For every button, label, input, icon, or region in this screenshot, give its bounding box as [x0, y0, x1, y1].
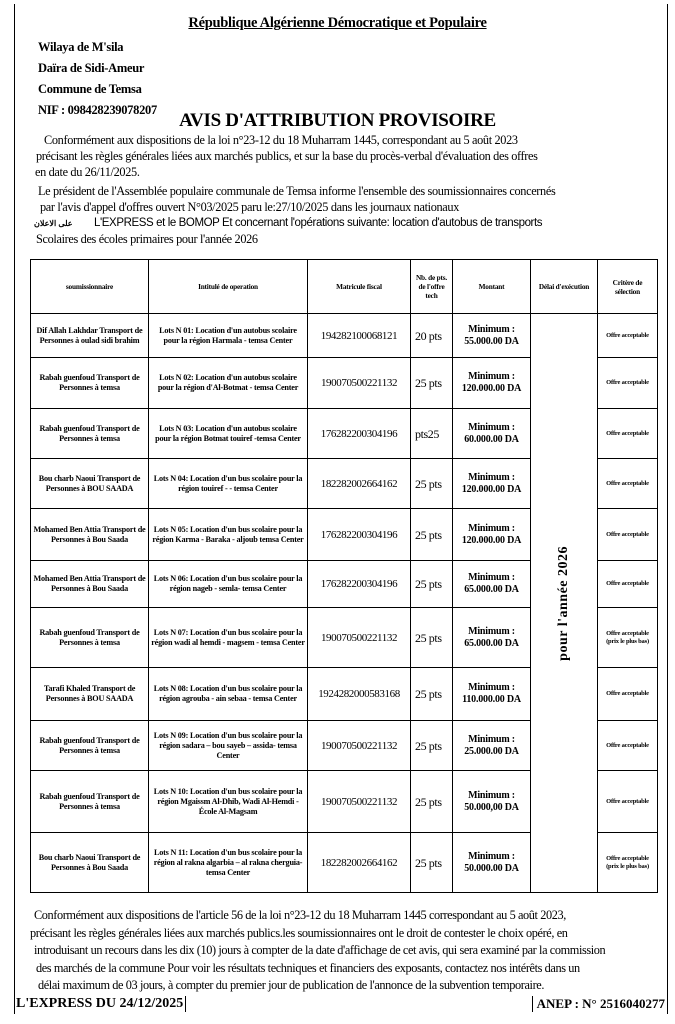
cell-pts: 25 pts: [411, 358, 453, 409]
cell-crit: Offre acceptable (prix le plus bas): [598, 833, 658, 893]
column-header: Délai d'exécution: [531, 260, 598, 314]
footer-text: [30, 907, 606, 995]
cell-op: Lots N 06: Location d'un bus scolaire pour la région nageb - semla- temsa Center: [149, 561, 308, 608]
cell-crit: Offre acceptable: [598, 314, 658, 358]
cell-op: Lots N 03: Location d'un autobus scolaire pour la région Botmat touiref -temsa Center: [149, 409, 308, 459]
cell-soum: Tarafi Khaled Transport de Personnes à BOU SAADA: [31, 668, 149, 721]
footer-line: Conformément aux dispositions de l'article 56 de la loi n°23-12 du 18 Muharram 1445 correspondant au 5 août 2023,: [34, 908, 566, 922]
cell-crit: Offre acceptable: [598, 771, 658, 833]
cell-op: Lots N 02: Location d'un autobus scolaire pour la région d'Al-Botmat - temsa Center: [149, 358, 308, 409]
issuer-block: [38, 37, 157, 121]
footer-line: délai maximum de 03 jours, à compter du premier jour de publication de l'annonce de la subvention temporaire.: [38, 978, 545, 992]
cell-op: Lots N 01: Location d'un autobus scolaire pour la région Harmala - temsa Center: [149, 314, 308, 358]
newspaper-date: L'EXPRESS DU 24/12/2025: [16, 996, 186, 1012]
cell-soum: Rabah guenfoud Transport de Personnes à temsa: [31, 771, 149, 833]
cell-op: Lots N 11: Location d'un bus scolaire pour la région al rakna algarbia – al rakna cherguia- temsa Center: [149, 833, 308, 893]
cell-mat: 190070500221132: [308, 721, 411, 771]
cell-mnt: Minimum : 60.000.00 DA: [453, 409, 531, 459]
cell-mnt: Minimum : 25.000.00 DA: [453, 721, 531, 771]
cell-soum: Mohamed Ben Attia Transport de Personnes à Bou Saada: [31, 509, 149, 561]
cell-mnt: Minimum : 120.000.00 DA: [453, 459, 531, 509]
cell-soum: Rabah guenfoud Transport de Personnes à temsa: [31, 721, 149, 771]
column-header: Intitulé de operation: [149, 260, 308, 314]
intro-line: Conformément aux dispositions de la loi n°23-12 du 18 Muharram 1445, correspondant au 5 août 2023: [44, 133, 518, 147]
intro-line: Le président de l'Assemblée populaire communale de Temsa informe l'ensemble des soumissionnaires concernés: [38, 184, 556, 198]
cell-pts: 25 pts: [411, 833, 453, 893]
cell-mat: 190070500221132: [308, 358, 411, 409]
cell-delai: [531, 314, 598, 893]
cell-mat: 194282100068121: [308, 314, 411, 358]
cell-pts: 25 pts: [411, 771, 453, 833]
cell-soum: Mohamed Ben Attia Transport de Personnes à Bou Saada: [31, 561, 149, 608]
commune: Commune de Temsa: [38, 82, 142, 96]
cell-op: Lots N 08: Location d'un bus scolaire pour la région agrouba - ain sebaa - temsa Center: [149, 668, 308, 721]
wilaya: Wilaya de M'sila: [38, 40, 124, 54]
cell-mnt: Minimum : 110.000.00 DA: [453, 668, 531, 721]
cell-mat: 190070500221132: [308, 608, 411, 668]
cell-soum: Rabah guenfoud Transport de Personnes à temsa: [31, 358, 149, 409]
intro-line: précisant les règles générales liées aux marchés publics, et sur la base du procès-verbal d'évaluation des offres: [36, 149, 538, 163]
cell-mat: 1924282000583168: [308, 668, 411, 721]
cell-soum: Bou charb Naoui Transport de Personnes à BOU SAADA: [31, 459, 149, 509]
daira: Daïra de Sidi-Ameur: [38, 61, 145, 75]
table-row: [31, 314, 658, 358]
intro-line: Scolaires des écoles primaires pour l'année 2026: [36, 232, 258, 246]
cell-pts: 25 pts: [411, 721, 453, 771]
cell-crit: Offre acceptable: [598, 668, 658, 721]
cell-mnt: Minimum : 50.000,00 DA: [453, 771, 531, 833]
cell-pts: 25 pts: [411, 561, 453, 608]
cell-soum: Bou charb Naoui Transport de Personnes à Bou Saada: [31, 833, 149, 893]
cell-mat: 176282200304196: [308, 509, 411, 561]
cell-mnt: Minimum : 120.000.00 DA: [453, 509, 531, 561]
nif: NIF : 098428239078207: [38, 103, 157, 117]
anep-number: ANEP : N° 2516040277: [532, 996, 665, 1012]
cell-pts: 25 pts: [411, 668, 453, 721]
delai-text: pour l'année 2026: [556, 545, 571, 661]
intro-line: par l'avis d'appel d'offres ouvert N°03/2025 paru le:27/10/2025 dans les journaux nationaux: [40, 200, 460, 214]
footer-line: des marchés de la commune Pour voir les résultats techniques et financiers des exposants, contactez nos intérêts dans un: [36, 960, 580, 975]
cell-crit: Offre acceptable: [598, 459, 658, 509]
intro-line: en date du 26/11/2025.: [35, 165, 140, 179]
cell-mat: 176282200304196: [308, 561, 411, 608]
cell-op: Lots N 04: Location d'un bus scolaire pour la région touiref - - temsa Center: [149, 459, 308, 509]
footer-line: introduisant un recours dans les dix (10) jours à compter de la date d'affichage de cet avis, qui sera examiné par la commission: [34, 943, 606, 957]
column-header: Montant: [453, 260, 531, 314]
attribution-table: [30, 259, 658, 893]
cell-mnt: Minimum : 120.000.00 DA: [453, 358, 531, 409]
column-header: Matricule fiscal: [308, 260, 411, 314]
cell-op: Lots N 09: Location d'un bus scolaire pour la région sadara – bou sayeb – assida- temsa Center: [149, 721, 308, 771]
cell-op: Lots N 05: Location d'un bus scolaire pour la région Karma - Baraka - aljoub temsa Center: [149, 509, 308, 561]
cell-crit: Offre acceptable (prix le plus bas): [598, 608, 658, 668]
cell-mat: 182282002664162: [308, 459, 411, 509]
cell-crit: Offre acceptable: [598, 358, 658, 409]
cell-mnt: Minimum : 65.000.00 DA: [453, 608, 531, 668]
intro-line: L'EXPRESS et le BOMOP Et concernant l'opérations suivante: location d'autobus de transports: [94, 217, 543, 229]
cell-crit: Offre acceptable: [598, 509, 658, 561]
cell-mnt: Minimum : 50.000.00 DA: [453, 833, 531, 893]
column-header: Critère de sélection: [598, 260, 658, 314]
cell-pts: 20 pts: [411, 314, 453, 358]
column-header: Nb. de pts. de l'offre tech: [411, 260, 453, 314]
arabic-text: على الاعلان: [34, 219, 73, 228]
cell-mnt: Minimum : 65.000.00 DA: [453, 561, 531, 608]
cell-pts: pts25: [411, 409, 453, 459]
cell-soum: Rabah guenfoud Transport de Personnes à temsa: [31, 608, 149, 668]
cell-mat: 182282002664162: [308, 833, 411, 893]
cell-op: Lots N 10: Location d'un bus scolaire pour la région Mgaissm Al-Dhib, Wadi Al-Hemdi - École Al-Magsam: [149, 771, 308, 833]
cell-mat: 176282200304196: [308, 409, 411, 459]
cell-crit: Offre acceptable: [598, 721, 658, 771]
cell-soum: Dif Allah Lakhdar Transport de Personnes à oulad sidi brahim: [31, 314, 149, 358]
cell-soum: Rabah guenfoud Transport de Personnes à temsa: [31, 409, 149, 459]
footer-line: précisant les règles générales liées aux marchés publics.les soumissionnaires ont le droit de contester le choix opéré, en: [30, 925, 568, 940]
cell-pts: 25 pts: [411, 509, 453, 561]
column-header: soumissionnaire: [31, 260, 149, 314]
document-title: AVIS D'ATTRIBUTION PROVISOIRE: [179, 110, 496, 131]
cell-mnt: Minimum : 55.000.00 DA: [453, 314, 531, 358]
cell-pts: 25 pts: [411, 608, 453, 668]
cell-pts: 25 pts: [411, 459, 453, 509]
cell-crit: Offre acceptable: [598, 409, 658, 459]
cell-op: Lots N 07: Location d'un bus scolaire pour la région wadi al hemdi - magsem - temsa Center: [149, 608, 308, 668]
cell-crit: Offre acceptable: [598, 561, 658, 608]
cell-mat: 190070500221132: [308, 771, 411, 833]
republic-heading: République Algérienne Démocratique et Populaire: [188, 15, 487, 31]
